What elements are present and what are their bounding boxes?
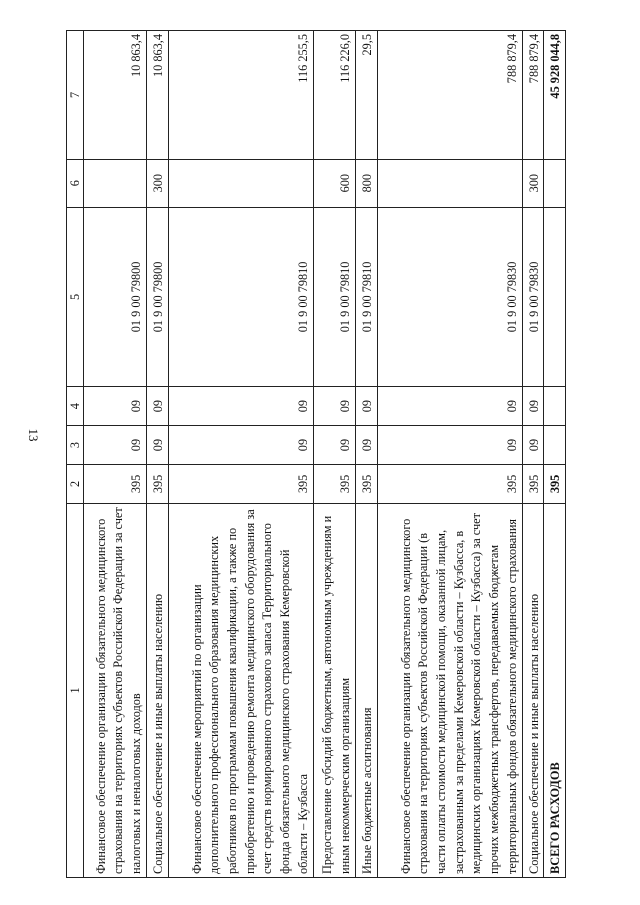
row-amount: 788 879,4 [377, 31, 522, 160]
table-row [377, 31, 522, 878]
row-subsection-code: 09 [146, 387, 168, 426]
row-name: Финансовое обеспечение организации обязательного медицинского страхования на территориях субъектов Российской Федерации (в части оплаты стоимости медицинской помощи, оказанной лицам, застрахованным за пределами Кемеровской области – Кузбасса, в медицинских организациях Кемеровской области – Кузбасса) за счет прочих межбюджетных трансфертов, передаваемых бюджетам территориальных фондов обязательного медицинского страхования [377, 503, 522, 877]
row-amount: 10 863,4 [146, 31, 168, 160]
total-section-code [544, 426, 566, 465]
total-subsection-code [544, 387, 566, 426]
row-name: Иные бюджетные ассигнования [355, 503, 377, 877]
table-row [355, 31, 377, 878]
row-section-code: 09 [355, 426, 377, 465]
row-target-article: 01 9 00 79810 [313, 207, 355, 387]
total-amount: 45 928 044,8 [544, 31, 566, 160]
total-target-article [544, 207, 566, 387]
row-name: Социальное обеспечение и иные выплаты населению [522, 503, 544, 877]
row-amount: 116 255,5 [168, 31, 313, 160]
header-col-1: 1 [67, 503, 84, 877]
row-ministry-code: 395 [84, 464, 147, 503]
total-row [544, 31, 566, 878]
header-col-7: 7 [67, 31, 84, 160]
row-expense-type: 300 [522, 159, 544, 207]
total-label: ВСЕГО РАСХОДОВ [544, 503, 566, 877]
row-name: Финансовое обеспечение мероприятий по организации дополнительного профессионального образования медицинских работников по программам повышения квалификации, а также по приобретению и проведению ремонта медицинского оборудования за счет средств нормированного страхового запаса Территориального фонда обязательного медицинского страхования Кемеровской области – Кузбасса [168, 503, 313, 877]
row-section-code: 09 [168, 426, 313, 465]
header-row [67, 31, 84, 878]
header-col-6: 6 [67, 159, 84, 207]
table-container [66, 30, 566, 878]
row-expense-type: 800 [355, 159, 377, 207]
row-subsection-code: 09 [84, 387, 147, 426]
table-row [84, 31, 147, 878]
row-expense-type [84, 159, 147, 207]
header-col-4: 4 [67, 387, 84, 426]
row-target-article: 01 9 00 79830 [522, 207, 544, 387]
row-subsection-code: 09 [355, 387, 377, 426]
budget-table [66, 30, 566, 878]
row-amount: 788 879,4 [522, 31, 544, 160]
table-row [522, 31, 544, 878]
row-subsection-code: 09 [522, 387, 544, 426]
row-target-article: 01 9 00 79800 [146, 207, 168, 387]
rotated-page-region [66, 30, 566, 878]
row-amount: 29,5 [355, 31, 377, 160]
table-row [168, 31, 313, 878]
row-section-code: 09 [377, 426, 522, 465]
row-expense-type: 600 [313, 159, 355, 207]
header-col-5: 5 [67, 207, 84, 387]
row-name: Предоставление субсидий бюджетным, автономным учреждениям и иным некоммерческим организациям [313, 503, 355, 877]
row-ministry-code: 395 [355, 464, 377, 503]
row-subsection-code: 09 [168, 387, 313, 426]
row-target-article: 01 9 00 79830 [377, 207, 522, 387]
row-subsection-code: 09 [377, 387, 522, 426]
row-section-code: 09 [522, 426, 544, 465]
row-subsection-code: 09 [313, 387, 355, 426]
row-amount: 10 863,4 [84, 31, 147, 160]
row-amount: 116 226,0 [313, 31, 355, 160]
header-col-2: 2 [67, 464, 84, 503]
row-ministry-code: 395 [313, 464, 355, 503]
table-row [146, 31, 168, 878]
row-ministry-code: 395 [377, 464, 522, 503]
row-expense-type [377, 159, 522, 207]
row-name: Социальное обеспечение и иные выплаты населению [146, 503, 168, 877]
row-target-article: 01 9 00 79810 [355, 207, 377, 387]
row-ministry-code: 395 [168, 464, 313, 503]
row-section-code: 09 [84, 426, 147, 465]
row-ministry-code: 395 [146, 464, 168, 503]
total-expense-type [544, 159, 566, 207]
total-ministry-code: 395 [544, 464, 566, 503]
row-section-code: 09 [313, 426, 355, 465]
row-expense-type [168, 159, 313, 207]
row-section-code: 09 [146, 426, 168, 465]
header-col-3: 3 [67, 426, 84, 465]
row-ministry-code: 395 [522, 464, 544, 503]
row-name: Финансовое обеспечение организации обязательного медицинского страхования на территориях субъектов Российской Федерации за счет налоговых и неналоговых доходов [84, 503, 147, 877]
page-number: 13 [26, 428, 41, 442]
row-expense-type: 300 [146, 159, 168, 207]
row-target-article: 01 9 00 79810 [168, 207, 313, 387]
row-target-article: 01 9 00 79800 [84, 207, 147, 387]
table-row [313, 31, 355, 878]
